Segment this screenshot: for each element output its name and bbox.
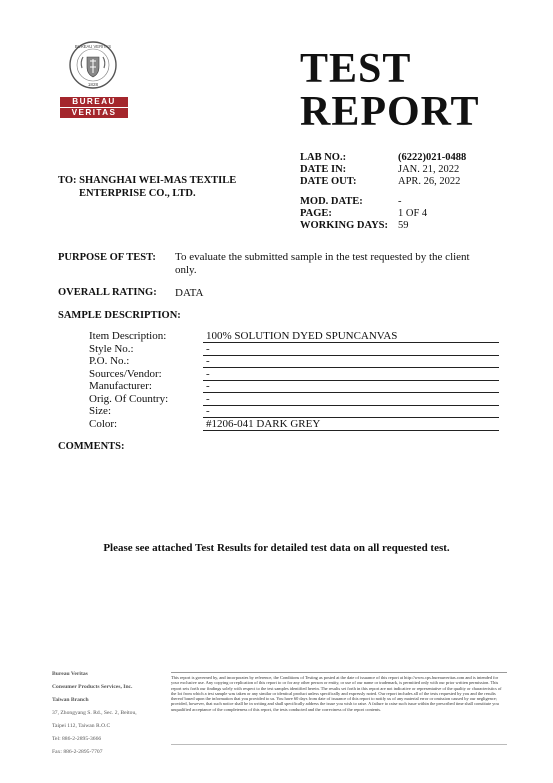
underline	[203, 430, 499, 431]
lab-no-value: (6222)021-0488	[398, 152, 467, 163]
sample-row-size	[89, 405, 499, 418]
test-results-note: Please see attached Test Results for detailed test data on all requested test.	[103, 542, 450, 554]
sample-row-sources-vendor	[89, 368, 499, 381]
seal-year: 1828	[87, 82, 99, 87]
recipient-line-2: ENTERPRISE CO., LTD.	[79, 187, 196, 199]
sample-label: Sources/Vendor:	[89, 367, 162, 380]
footer-division: Consumer Products Services, Inc.	[52, 684, 133, 690]
sample-value: #1206-041 DARK GREY	[206, 417, 321, 430]
sample-row-orig-country	[89, 393, 499, 406]
working-days-value: 59	[398, 220, 409, 231]
sample-row-po-no	[89, 355, 499, 368]
sample-value: -	[206, 405, 210, 417]
page-label: PAGE:	[300, 208, 332, 219]
date-in-label: DATE IN:	[300, 164, 347, 175]
sample-label: Style No.:	[89, 342, 134, 355]
recipient-line-1: TO: SHANGHAI WEI-MAS TEXTILE	[58, 175, 237, 186]
footer-tel: Tel: 886-2-2895-3666	[52, 736, 102, 742]
purpose-line-1: To evaluate the submitted sample in the test requested by the client	[175, 251, 470, 263]
sample-label: Manufacturer:	[89, 380, 152, 392]
sample-value: -	[206, 367, 210, 380]
purpose-label: PURPOSE OF TEST:	[58, 252, 156, 263]
sample-row-style-no	[89, 343, 499, 356]
sample-value: -	[206, 355, 210, 367]
date-out-label: DATE OUT:	[300, 176, 357, 187]
page-value: 1 OF 4	[398, 208, 428, 219]
footer-contact	[52, 668, 162, 759]
sample-value: -	[206, 342, 210, 355]
report-title	[300, 48, 480, 134]
bureau-veritas-seal-icon	[68, 40, 118, 90]
footer-address-2: Taipei 112, Taiwan R.O.C	[52, 723, 111, 729]
sample-row-manufacturer	[89, 380, 499, 393]
sample-description-heading: SAMPLE DESCRIPTION:	[58, 310, 181, 321]
bureau-veritas-logo	[60, 40, 128, 122]
footer-address-1: 37, Zhongyang S. Rd., Sec. 2, Beitou,	[52, 710, 137, 716]
sample-label: Color:	[89, 417, 118, 430]
title-line-2: REPORT	[300, 89, 480, 135]
sample-value: -	[206, 392, 210, 405]
sample-label: P.O. No.:	[89, 355, 130, 367]
title-line-1: TEST	[300, 46, 412, 92]
overall-rating-label: OVERALL RATING:	[58, 287, 157, 298]
sample-label: Size:	[89, 405, 111, 417]
footer-company: Bureau Veritas	[52, 671, 88, 677]
sample-value: -	[206, 380, 210, 392]
mod-date-label: MOD. DATE:	[300, 196, 363, 207]
sample-row-color	[89, 418, 499, 431]
working-days-label: WORKING DAYS:	[300, 220, 388, 231]
purpose-line-2: only.	[175, 264, 197, 276]
sample-row-item-description	[89, 330, 499, 343]
recipient-block	[58, 175, 236, 200]
footer-divider	[171, 744, 507, 745]
logo-band-veritas: VERITAS	[60, 108, 128, 118]
sample-label: Orig. Of Country:	[89, 392, 169, 405]
comments-label: COMMENTS:	[58, 441, 125, 452]
mod-date-value: -	[398, 196, 402, 207]
footer-branch: Taiwan Branch	[52, 697, 89, 703]
footer-fax: Fax: 886-2-2895-7707	[52, 749, 103, 755]
overall-rating-value: DATA	[175, 287, 204, 299]
lab-no-label: LAB NO.:	[300, 152, 347, 163]
sample-label: Item Description:	[89, 330, 167, 342]
seal-text: BUREAU VERITAS	[74, 44, 112, 49]
date-out-value: APR. 26, 2022	[398, 176, 461, 187]
sample-value: 100% SOLUTION DYED SPUNCANVAS	[206, 330, 398, 342]
footer-disclaimer: This report is governed by, and incorporates by reference, the Conditions of Testing as posted at the date of issuance of this report at http://www.cps.bureauveritas.com and is intended for your exclusive use. Any copying or replication of this report to or for any other person or entity, or use of our name or trademark, is permitted only with our prior written permission. This report sets forth our findings solely with respect to the test samples identified herein. The results set forth in this report are not indicative or representative of the quality or characteristics of the lot from which a test sample was taken or any similar or identical product unless specifically and expressly noted. Our report includes all of the tests requested by you and the results thereof based upon the information that you provided to us. You have 60 days from date of issuance of this report to notify us of any material error or omission caused by our negligence; provided, however, that such notice shall be in writing and shall specifically address the issue you wish to raise. A failure to raise such issue within the prescribed time shall constitute you unqualified acceptance of the completeness of this report, the tests conducted and the correctness of the report contents.	[171, 672, 507, 712]
date-in-value: JAN. 21, 2022	[398, 164, 460, 175]
logo-band-bureau: BUREAU	[60, 97, 128, 107]
purpose-text	[175, 251, 470, 277]
